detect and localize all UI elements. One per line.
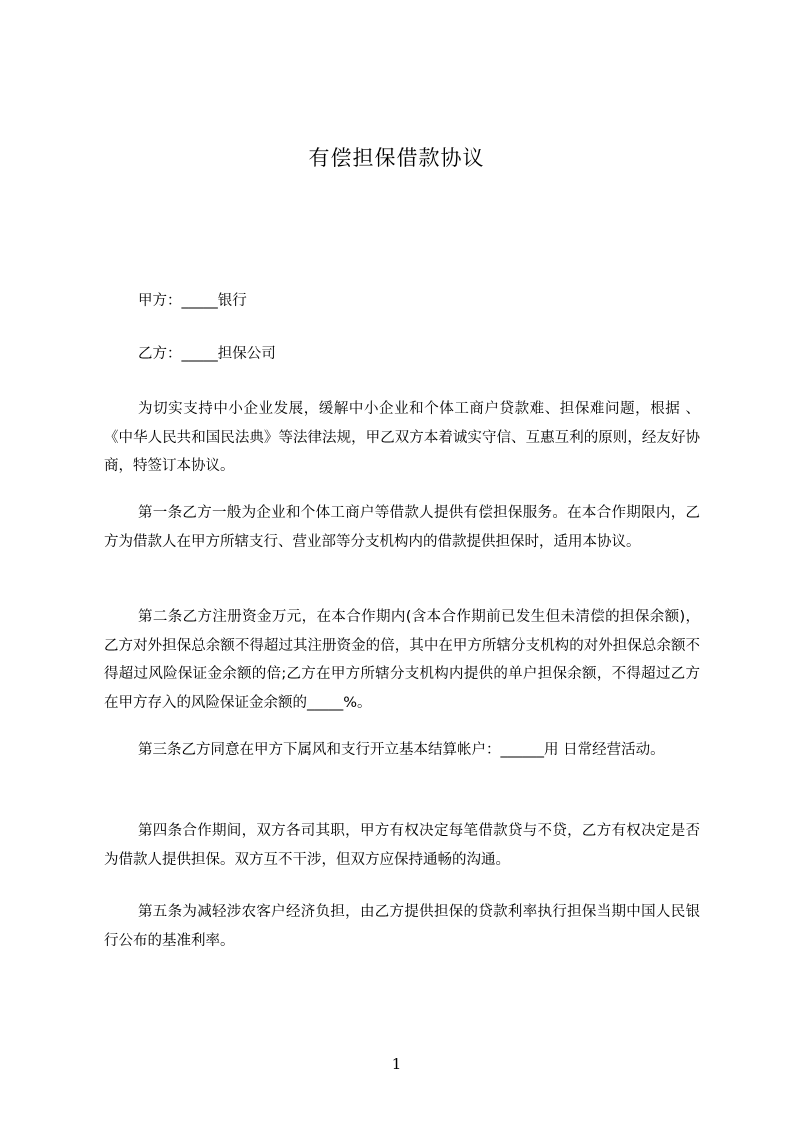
article-2-paragraph: 第二条乙方注册资金万元，在本合作期内(含本合作期前已发生但未清偿的担保余额)，乙方对外担保总余额不得超过其注册资金的倍，其中在甲方所辖分支机构的对外担保总余额不得超过风险保证金余额的倍;乙方在甲方所辖分支机构内提供的单户担保余额，不得超过乙方在甲方存入的风险保证金余额的_____%。 (104, 609, 700, 711)
page-number: 1 (391, 1055, 402, 1073)
party-b-line: 乙方：_____担保公司 (138, 346, 276, 362)
article-1-paragraph: 第一条乙方一般为企业和个体工商户等借款人提供有偿担保服务。在本合作期限内，乙方为借款人在甲方所辖支行、营业部等分支机构内的借款提供担保时，适用本协议。 (104, 505, 700, 550)
intro-paragraph: 为切实支持中小企业发展，缓解中小企业和个体工商户贷款难、担保难问题，根据 、《中华人民共和国民法典》等法律法规，甲乙双方本着诚实守信、互惠互利的原则，经友好协商，特签订本协议。 (104, 401, 700, 474)
article-4-paragraph: 第四条合作期间，双方各司其职，甲方有权决定每笔借款贷与不贷，乙方有权决定是否为借款人提供担保。双方互不干涉，但双方应保持通畅的沟通。 (104, 823, 700, 868)
document-title: 有偿担保借款协议 (308, 146, 485, 170)
article-3-paragraph: 第三条乙方同意在甲方下属风和支行开立基本结算帐户：______用 日常经营活动。 (138, 742, 665, 758)
article-5-paragraph: 第五条为减轻涉农客户经济负担，由乙方提供担保的贷款利率执行担保当期中国人民银行公布的基准利率。 (104, 904, 700, 949)
party-a-line: 甲方：_____银行 (138, 293, 247, 309)
